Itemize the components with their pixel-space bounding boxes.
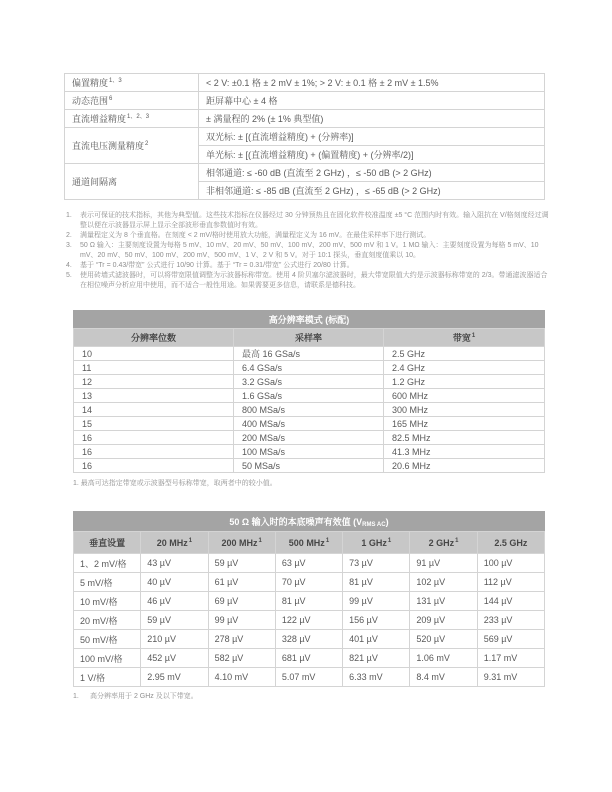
row-label: 100 mV/格 — [74, 649, 141, 668]
footnote-number: 1. — [73, 693, 79, 700]
col-header-500mhz: 500 MHz$^1$ — [275, 532, 342, 554]
footnote-item — [66, 211, 552, 231]
col-header-20mhz: 20 MHz$^1$ — [141, 532, 208, 554]
footnote-ref: 2 — [145, 141, 149, 147]
table-title: 高分辨率模式 (标配) — [73, 310, 545, 328]
table-row: 12 3.2 GSa/s 1.2 GHz — [74, 375, 545, 389]
spec-row — [65, 92, 545, 110]
table-row: 100 mV/格 452 µV 582 µV 681 µV 821 µV 1.06 mV 1.17 mV — [74, 649, 545, 668]
spec-label-dc-gain-accuracy: 直流增益精度$^{1、2、3}$ — [65, 110, 199, 128]
col-header-2p5ghz: 2.5 GHz — [477, 532, 544, 554]
footnote-ref: 1 — [325, 537, 330, 544]
col-header-2ghz: 2 GHz$^1$ — [410, 532, 477, 554]
table-row: 1 V/格 2.95 mV 4.10 mV 5.07 mV 6.33 mV 8.4 mV 9.31 mV — [74, 668, 545, 687]
footnote-ref: 1、2、3 — [127, 114, 150, 120]
spec-row — [65, 74, 545, 92]
footnote-text: 满量程定义为 8 个垂直格。在刻度 < 2 mV/格时使用放大功能，满量程定义为 16 mV。在最佳采样率下进行测试。 — [80, 232, 431, 239]
footnote-text: 表示可保证的技术指标，其他为典型值。这些技术指标在仪器经过 30 分钟预热且在固化软件校准温度 ±5 °C 范围内时有效。输入阻抗在 V/格刻度经过调整以便在示波器显示屏上显示全部波形垂直参数值时有效。 — [80, 212, 549, 229]
footnote-ref: 1 — [258, 537, 262, 544]
footnote-number: 4. — [66, 262, 72, 269]
spec-row — [65, 110, 545, 128]
table-row: 10 mV/格 46 µV 69 µV 81 µV 99 µV 131 µV 144 µV — [74, 592, 545, 611]
col-header-200mhz: 200 MHz$^1$ — [208, 532, 275, 554]
table-row: 16 100 MSa/s 41.3 MHz — [74, 445, 545, 459]
vertical-specs-table — [64, 73, 545, 200]
col-header-bandwidth: 带宽$^1$ — [384, 329, 545, 347]
footnote-text: 高分辨率用于 2 GHz 及以下带宽。 — [90, 693, 198, 700]
spec-label-offset-accuracy: 偏置精度$^{1、3}$ — [65, 74, 199, 92]
header-row — [74, 532, 545, 554]
table-row: 11 6.4 GSa/s 2.4 GHz — [74, 361, 545, 375]
row-label: 50 mV/格 — [74, 630, 141, 649]
row-label: 1、2 mV/格 — [74, 554, 141, 573]
footnote-number: 1. — [66, 212, 72, 219]
footnote-number: 3. — [66, 242, 72, 249]
spec-footnotes — [66, 211, 552, 291]
footnote-text: 基于 “Tr = 0.43/带宽” 公式进行 10/90 计算。基于 “Tr = 0.31/带宽” 公式进行 20/80 计算。 — [80, 262, 354, 269]
spec-row — [65, 128, 545, 146]
table-row: 10 最高 16 GSa/s 2.5 GHz — [74, 347, 545, 361]
spec-value: < 2 V: ±0.1 格 ± 2 mV ± 1%; > 2 V: ± 0.1 格 ± 2 mV ± 1.5% — [199, 74, 545, 92]
footnote-ref: 6 — [109, 96, 113, 102]
footnote-ref: 1、3 — [109, 78, 122, 84]
footnote-item — [66, 271, 552, 291]
spec-label-channel-isolation: 通道间隔离 — [65, 164, 199, 200]
table-row: 1、2 mV/格 43 µV 59 µV 63 µV 73 µV 91 µV 100 µV — [74, 554, 545, 573]
spec-value: ± 满量程的 2% (± 1% 典型值) — [199, 110, 545, 128]
row-label: 5 mV/格 — [74, 573, 141, 592]
table-row: 13 1.6 GSa/s 600 MHz — [74, 389, 545, 403]
table-title: 50 Ω 输入时的本底噪声有效值 (VRMS AC) — [73, 511, 545, 531]
spec-value: 双光标: ± [(直流增益精度) + (分辨率)] — [199, 128, 545, 146]
spec-value: 非相邻通道: ≤ -85 dB (直流至 2 GHz) ，≤ -65 dB (> 2 GHz) — [199, 182, 545, 200]
spec-value: 相邻通道: ≤ -60 dB (直流至 2 GHz) ，≤ -50 dB (> 2 GHz) — [199, 164, 545, 182]
col-header-sample-rate: 采样率 — [234, 329, 384, 347]
row-label: 1 V/格 — [74, 668, 141, 687]
footnote-number: 5. — [66, 272, 72, 279]
footnote-text: 使用砖墙式滤波器时，可以将带宽限值调整为示波器标称带宽。使用 4 阶贝塞尔滤波器时，最大带宽限值大约是示波器标称带宽的 2/3。带通滤波器适合在相位噪声分析应用中使用，而不适合一般性用途。如果需要更多信息，请联系是德科技。 — [80, 272, 548, 289]
table-row: 16 50 MSa/s 20.6 MHz — [74, 459, 545, 473]
spec-label-dc-voltage-measurement-accuracy: 直流电压测量精度$^2$ — [65, 128, 199, 164]
row-label: 20 mV/格 — [74, 611, 141, 630]
high-res-mode-table — [73, 310, 545, 489]
col-header-resolution-bits: 分辨率位数 — [74, 329, 234, 347]
table-row: 20 mV/格 59 µV 99 µV 122 µV 156 µV 209 µV 233 µV — [74, 611, 545, 630]
footnote-ref: 1 — [471, 333, 476, 339]
footnote-number: 2. — [66, 232, 72, 239]
spec-value: 距屏幕中心 ± 4 格 — [199, 92, 545, 110]
table-row: 5 mV/格 40 µV 61 µV 70 µV 81 µV 102 µV 112 µV — [74, 573, 545, 592]
footnote-ref: 1 — [387, 537, 392, 544]
header-row — [74, 329, 545, 347]
col-header-vertical-setting: 垂直设置 — [74, 532, 141, 554]
footnote-item — [66, 241, 552, 261]
footnote-text: 50 Ω 输入：主要刻度设置为每格 5 mV、10 mV、20 mV、50 mV、100 mV、200 mV、500 mV 和 1 V。1 MΩ 输入：主要刻度设置为每格 5 mV、10 mV、20 mV、50 mV、100 mV、200 mV、500 mV、1 V、2 V 和 5 V。对于 10:1 探头，垂直刻度值乘以 10。 — [80, 242, 539, 259]
table-row: 15 400 MSa/s 165 MHz — [74, 417, 545, 431]
table-row: 16 200 MSa/s 82.5 MHz — [74, 431, 545, 445]
row-label: 10 mV/格 — [74, 592, 141, 611]
table-row: 50 mV/格 210 µV 278 µV 328 µV 401 µV 520 µV 569 µV — [74, 630, 545, 649]
spec-label-dynamic-range: 动态范围$^6$ — [65, 92, 199, 110]
table-footnote: 1. 最高可达指定带宽或示波器型号标称带宽，取两者中的较小值。 — [73, 480, 277, 487]
spec-row — [65, 164, 545, 182]
col-header-1ghz: 1 GHz$^1$ — [343, 532, 410, 554]
footnote-item — [66, 231, 552, 241]
noise-floor-table — [73, 511, 545, 702]
footnote-ref: 1 — [188, 537, 193, 544]
subscript: RMS AC — [362, 522, 386, 528]
footnote-ref: 1 — [455, 537, 459, 544]
spec-value: 单光标: ± [(直流增益精度) + (偏置精度) + (分辨率/2)] — [199, 146, 545, 164]
footnote-item — [66, 261, 552, 271]
table-footnote — [73, 692, 545, 702]
table-row: 14 800 MSa/s 300 MHz — [74, 403, 545, 417]
